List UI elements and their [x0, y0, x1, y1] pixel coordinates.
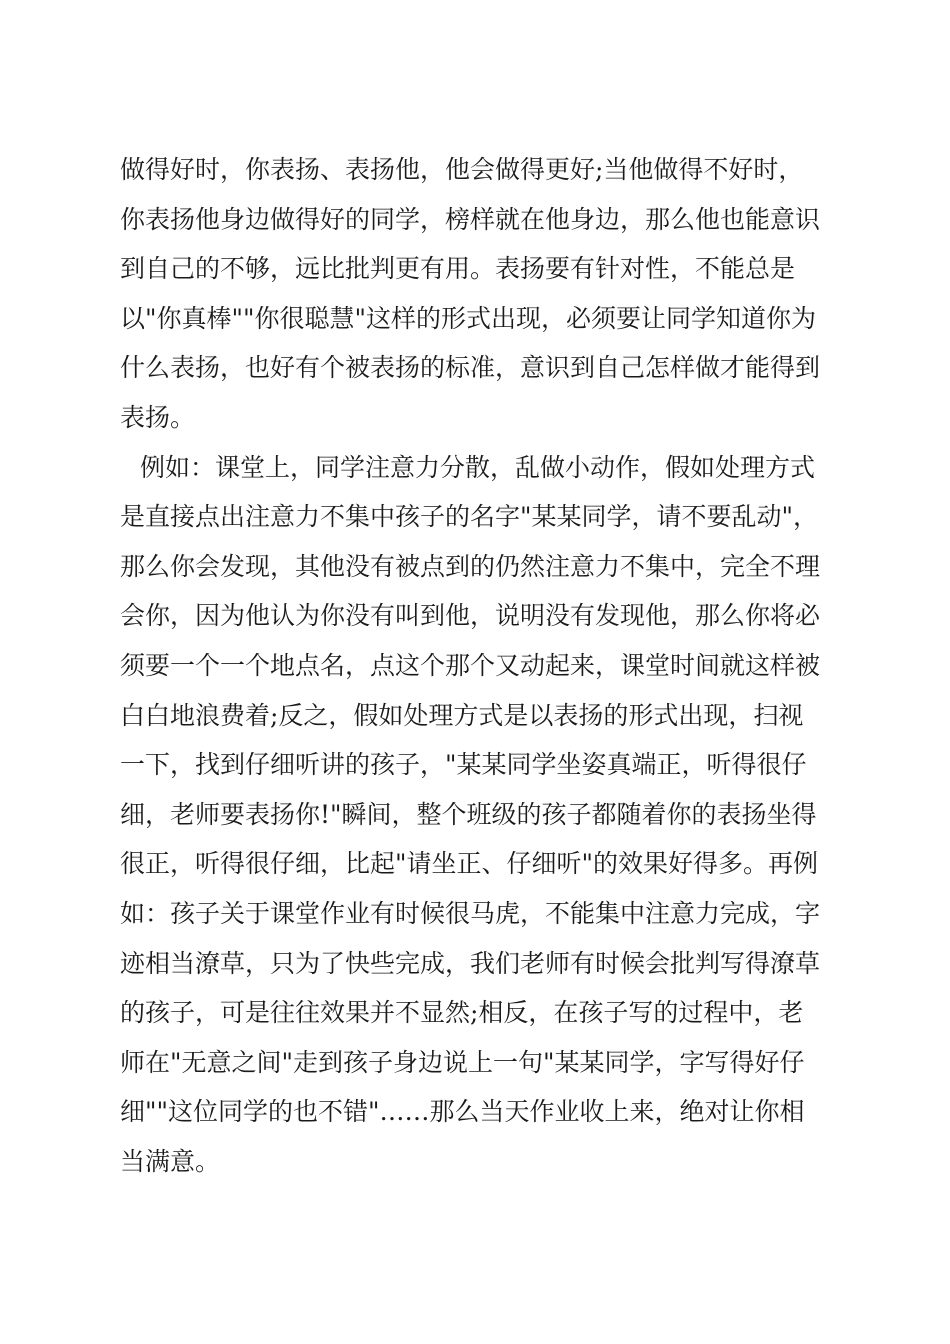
text-line: 那么你会发现，其他没有被点到的仍然注意力不集中，完全不理: [120, 551, 821, 581]
text-line: 白白地浪费着;反之，假如处理方式是以表扬的形式出现，扫视: [120, 700, 804, 730]
text-line: 细""这位同学的也不错"……那么当天作业收上来，绝对让你相: [120, 1097, 805, 1127]
text-line: 你表扬他身边做得好的同学，榜样就在他身边，那么他也能意识: [120, 204, 821, 234]
body-text: [120, 145, 835, 1186]
text-line: 表扬。: [120, 402, 196, 432]
text-line: 如：孩子关于课堂作业有时候很马虎，不能集中注意力完成，字: [120, 898, 821, 928]
paragraph-start-line: 例如：课堂上，同学注意力分散，乱做小动作，假如处理方式: [140, 452, 816, 482]
text-line: 一下，找到仔细听讲的孩子，"某某同学坐姿真端正，听得很仔: [120, 750, 807, 780]
text-line: 会你，因为他认为你没有叫到他，说明没有发现他，那么你将必: [120, 601, 821, 631]
text-line: 以"你真棒""你很聪慧"这样的形式出现，必须要让同学知道你为: [120, 303, 816, 333]
text-line: 迹相当潦草，只为了快些完成，我们老师有时候会批判写得潦草: [120, 948, 821, 978]
text-line: 做得好时，你表扬、表扬他，他会做得更好;当他做得不好时，: [120, 155, 804, 184]
text-line: 师在"无意之间"走到孩子身边说上一句"某某同学，字写得好仔: [120, 1047, 805, 1077]
text-line: 细，老师要表扬你!"瞬间，整个班级的孩子都随着你的表扬坐得: [120, 799, 817, 829]
text-line: 到自己的不够，远比批判更有用。表扬要有针对性，不能总是: [120, 254, 796, 284]
text-line: 当满意。: [120, 1146, 221, 1176]
text-line: 须要一个一个地点名，点这个那个又动起来，课堂时间就这样被: [120, 650, 821, 680]
text-line: 什么表扬，也好有个被表扬的标准，意识到自己怎样做才能得到: [120, 353, 821, 383]
text-line: 的孩子，可是往往效果并不显然;相反，在孩子写的过程中，老: [120, 998, 804, 1028]
text-line: 是直接点出注意力不集中孩子的名字"某某同学，请不要乱动"，: [120, 502, 819, 532]
text-line: 很正，听得很仔细，比起"请坐正、仔细听"的效果好得多。再例: [120, 849, 819, 879]
